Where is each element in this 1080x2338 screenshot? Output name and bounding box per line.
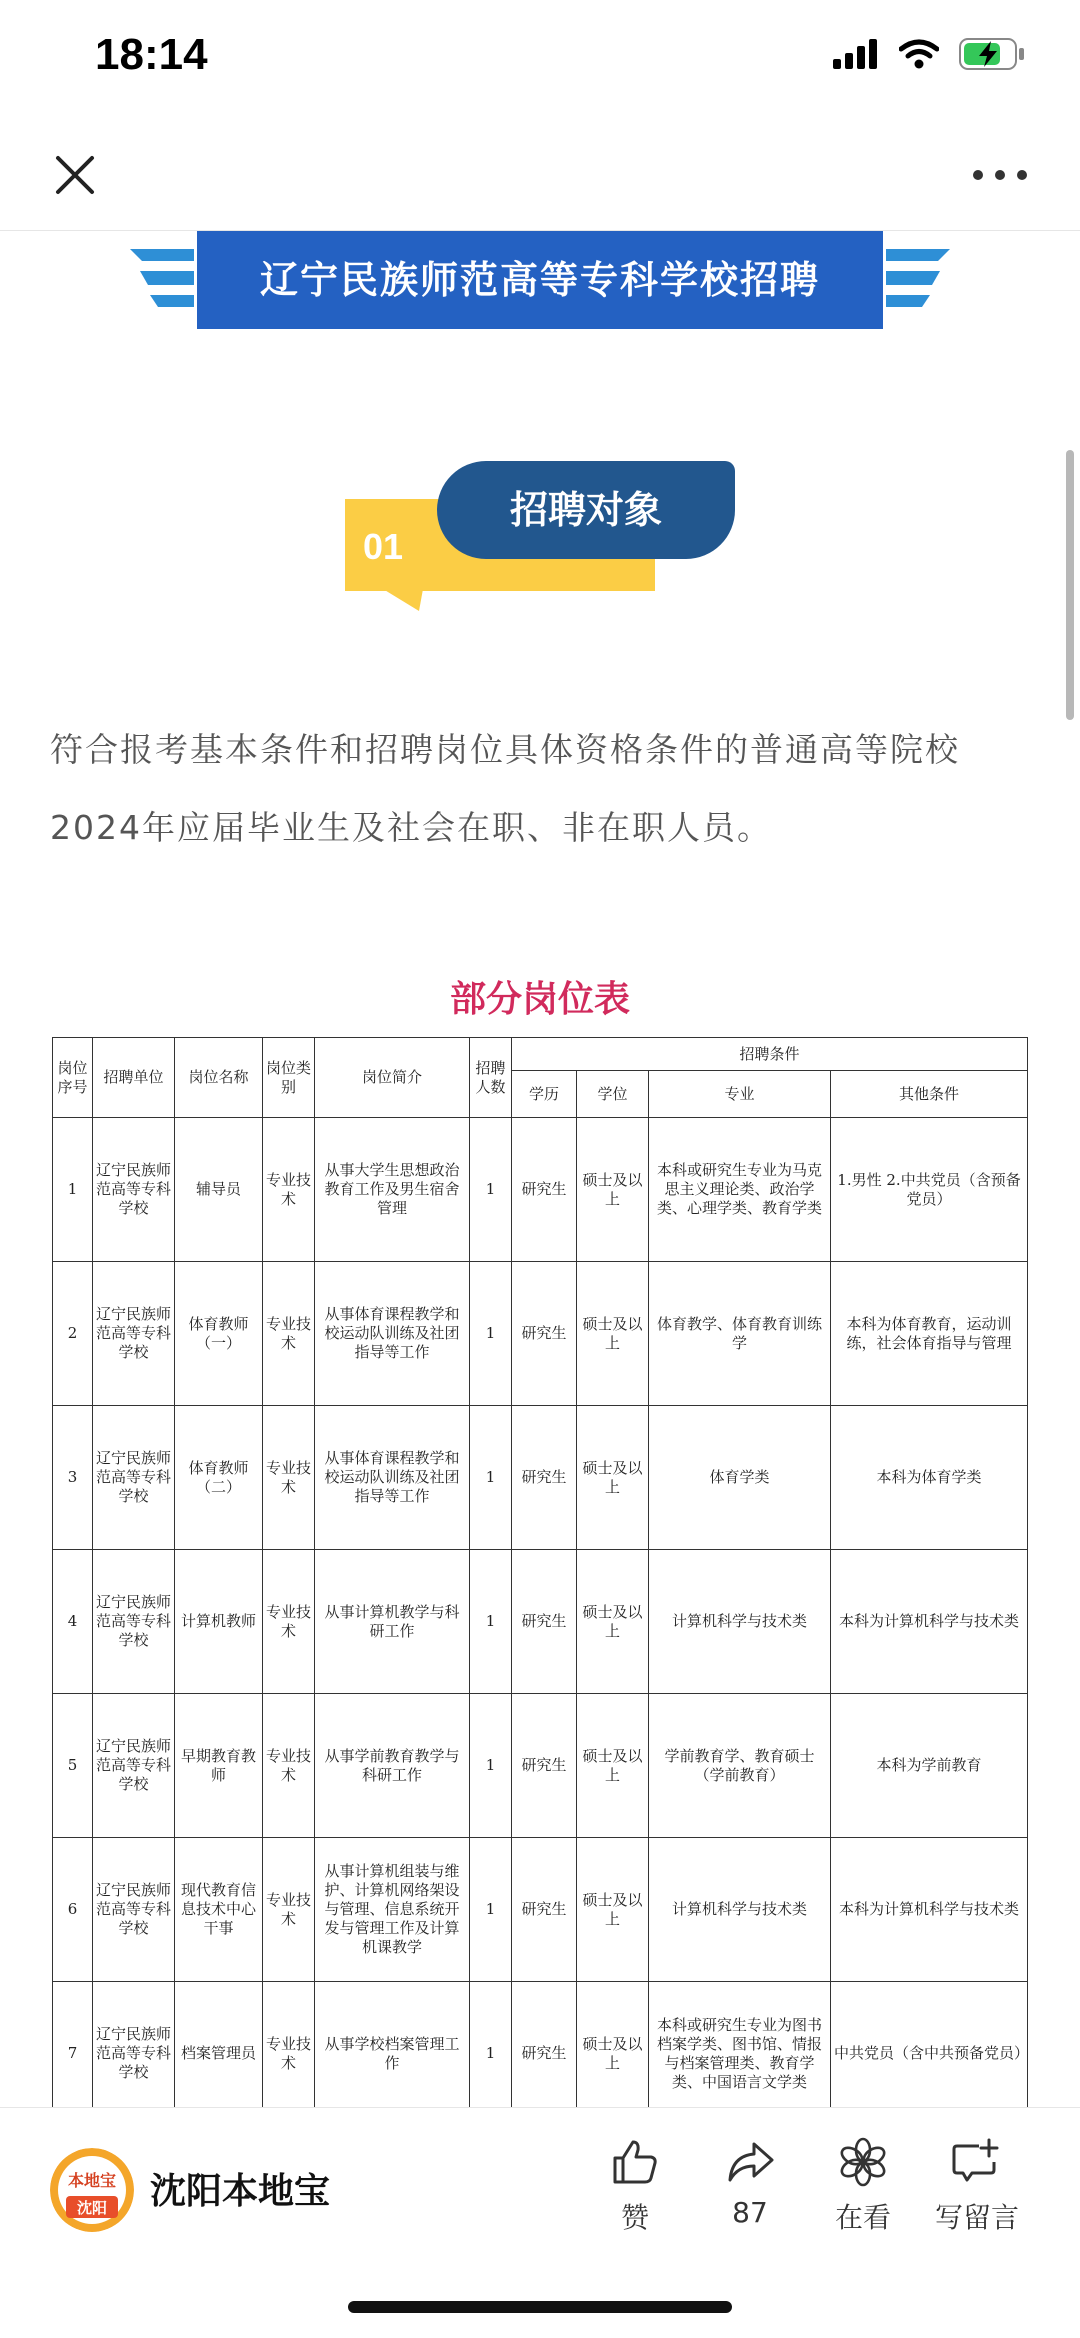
home-indicator[interactable] — [348, 2301, 732, 2313]
cell-intro: 从事学校档案管理工作 — [315, 1982, 470, 2108]
cell-seq: 3 — [53, 1406, 93, 1550]
position-table-wrapper — [52, 1037, 1030, 2107]
cell-other: 本科为计算机科学与技术类 — [831, 1550, 1028, 1694]
cell-education: 研究生 — [512, 1118, 577, 1262]
header-other: 其他条件 — [831, 1071, 1028, 1118]
cell-seq: 2 — [53, 1262, 93, 1406]
section-badge — [345, 461, 745, 641]
cell-count: 1 — [470, 1838, 512, 1982]
header-unit: 招聘单位 — [93, 1038, 175, 1118]
title-banner — [130, 231, 950, 331]
cell-education: 研究生 — [512, 1694, 577, 1838]
watching-label: 在看 — [834, 2201, 891, 2234]
cell-seq: 1 — [53, 1118, 93, 1262]
cell-degree: 硕士及以上 — [577, 1406, 649, 1550]
header-position: 岗位名称 — [175, 1038, 263, 1118]
header-degree: 学位 — [577, 1071, 649, 1118]
cell-degree: 硕士及以上 — [577, 1262, 649, 1406]
status-icons — [833, 38, 1025, 70]
cell-seq: 4 — [53, 1550, 93, 1694]
cell-unit: 辽宁民族师范高等专科学校 — [93, 1982, 175, 2108]
header-conditions: 招聘条件 — [512, 1038, 1028, 1071]
cell-major: 本科或研究生专业为图书档案学类、图书馆、情报与档案管理类、教育学类、中国语言文学类 — [649, 1982, 831, 2108]
cell-degree: 硕士及以上 — [577, 1694, 649, 1838]
cell-intro: 从事学前教育教学与科研工作 — [315, 1694, 470, 1838]
cell-count: 1 — [470, 1406, 512, 1550]
cell-education: 研究生 — [512, 1406, 577, 1550]
like-button[interactable] — [580, 2136, 690, 2236]
intro-paragraph: 符合报考基本条件和招聘岗位具体资格条件的普通高等院校2024年应届毕业生及社会在职、非在职人员。 — [50, 730, 960, 847]
close-icon[interactable] — [50, 150, 100, 200]
cell-unit: 辽宁民族师范高等专科学校 — [93, 1838, 175, 1982]
article-content — [0, 231, 1080, 2107]
cell-count: 1 — [470, 1262, 512, 1406]
cell-degree: 硕士及以上 — [577, 1550, 649, 1694]
cell-count: 1 — [470, 1982, 512, 2108]
cell-intro: 从事计算机教学与科研工作 — [315, 1550, 470, 1694]
cell-category: 专业技术 — [263, 1262, 315, 1406]
cell-category: 专业技术 — [263, 1406, 315, 1550]
account-logo[interactable] — [50, 2148, 134, 2232]
share-arrow-icon — [724, 2136, 776, 2188]
cell-position: 体育教师（二） — [175, 1406, 263, 1550]
nav-bar — [0, 120, 1080, 231]
share-count: 87 — [732, 2196, 768, 2229]
table-row — [53, 1550, 1028, 1694]
cell-education: 研究生 — [512, 1550, 577, 1694]
cell-other: 本科为学前教育 — [831, 1694, 1028, 1838]
badge-tail-icon — [383, 589, 423, 611]
cell-unit: 辽宁民族师范高等专科学校 — [93, 1118, 175, 1262]
section-number: 01 — [363, 526, 404, 567]
like-label: 赞 — [620, 2201, 649, 2234]
cell-position: 计算机教师 — [175, 1550, 263, 1694]
more-options-icon[interactable] — [970, 165, 1030, 185]
cell-intro: 从事体育课程教学和校运动队训练及社团指导等工作 — [315, 1262, 470, 1406]
cell-education: 研究生 — [512, 1262, 577, 1406]
cell-other: 本科为体育学类 — [831, 1406, 1028, 1550]
table-row — [53, 1694, 1028, 1838]
header-intro: 岗位简介 — [315, 1038, 470, 1118]
cell-intro: 从事计算机组装与维护、计算机网络架设与管理、信息系统开发与管理工作及计算机课教学 — [315, 1838, 470, 1982]
cell-intro: 从事体育课程教学和校运动队训练及社团指导等工作 — [315, 1406, 470, 1550]
cell-seq: 7 — [53, 1982, 93, 2108]
wifi-icon — [899, 39, 939, 69]
header-category: 岗位类别 — [263, 1038, 315, 1118]
header-major: 专业 — [649, 1071, 831, 1118]
cell-category: 专业技术 — [263, 1694, 315, 1838]
table-row — [53, 1838, 1028, 1982]
table-row — [53, 1982, 1028, 2108]
cell-category: 专业技术 — [263, 1982, 315, 2108]
watching-button[interactable] — [808, 2136, 918, 2236]
cell-category: 专业技术 — [263, 1118, 315, 1262]
cell-position: 早期教育教师 — [175, 1694, 263, 1838]
cell-education: 研究生 — [512, 1838, 577, 1982]
table-title: 部分岗位表 — [449, 979, 630, 1020]
cell-major: 学前教育学、教育硕士（学前教育） — [649, 1694, 831, 1838]
cell-other: 1.男性 2.中共党员（含预备党员） — [831, 1118, 1028, 1262]
flower-icon — [837, 2136, 889, 2188]
cell-major: 计算机科学与技术类 — [649, 1838, 831, 1982]
comment-add-icon — [949, 2136, 1005, 2188]
cell-education: 研究生 — [512, 1982, 577, 2108]
table-row — [53, 1118, 1028, 1262]
cell-unit: 辽宁民族师范高等专科学校 — [93, 1262, 175, 1406]
battery-charging-icon — [959, 38, 1025, 70]
banner-stripes-left-icon — [130, 241, 200, 321]
status-bar — [0, 0, 1080, 120]
comment-button[interactable] — [922, 2136, 1032, 2236]
cell-degree: 硕士及以上 — [577, 1118, 649, 1262]
cell-category: 专业技术 — [263, 1838, 315, 1982]
cell-other: 本科为体育教育，运动训练，社会体育指导与管理 — [831, 1262, 1028, 1406]
cell-count: 1 — [470, 1118, 512, 1262]
cell-count: 1 — [470, 1694, 512, 1838]
cell-count: 1 — [470, 1550, 512, 1694]
banner-stripes-right-icon — [880, 241, 950, 321]
cell-other: 本科为计算机科学与技术类 — [831, 1838, 1028, 1982]
cell-degree: 硕士及以上 — [577, 1982, 649, 2108]
cell-intro: 从事大学生思想政治教育工作及男生宿舍管理 — [315, 1118, 470, 1262]
table-row — [53, 1262, 1028, 1406]
logo-text-bottom: 沈阳 — [76, 2199, 108, 2217]
cell-major: 体育教学、体育教育训练学 — [649, 1262, 831, 1406]
cell-unit: 辽宁民族师范高等专科学校 — [93, 1406, 175, 1550]
cellular-signal-icon — [833, 39, 879, 69]
section-label: 招聘对象 — [437, 461, 735, 559]
cell-unit: 辽宁民族师范高等专科学校 — [93, 1550, 175, 1694]
cell-seq: 5 — [53, 1694, 93, 1838]
cell-position: 辅导员 — [175, 1118, 263, 1262]
comment-label: 写留言 — [934, 2201, 1019, 2234]
cell-other: 中共党员（含中共预备党员） — [831, 1982, 1028, 2108]
cell-position: 档案管理员 — [175, 1982, 263, 2108]
bottom-bar — [0, 2107, 1080, 2338]
status-time: 18:14 — [95, 30, 208, 79]
cell-position: 体育教师（一） — [175, 1262, 263, 1406]
table-row — [53, 1406, 1028, 1550]
banner-title: 辽宁民族师范高等专科学校招聘 — [197, 231, 883, 329]
cell-major: 本科或研究生专业为马克思主义理论类、政治学类、心理学类、教育学类 — [649, 1118, 831, 1262]
cell-major: 体育学类 — [649, 1406, 831, 1550]
share-button[interactable] — [695, 2136, 805, 2229]
cell-major: 计算机科学与技术类 — [649, 1550, 831, 1694]
cell-unit: 辽宁民族师范高等专科学校 — [93, 1694, 175, 1838]
cell-category: 专业技术 — [263, 1550, 315, 1694]
thumbs-up-icon — [609, 2136, 661, 2188]
cell-position: 现代教育信息技术中心干事 — [175, 1838, 263, 1982]
logo-text-top: 本地宝 — [67, 2171, 117, 2190]
header-seq: 岗位序号 — [53, 1038, 93, 1118]
position-table — [52, 1037, 1028, 2107]
scrollbar[interactable] — [1066, 450, 1074, 720]
cell-degree: 硕士及以上 — [577, 1838, 649, 1982]
header-education: 学历 — [512, 1071, 577, 1118]
header-count: 招聘人数 — [470, 1038, 512, 1118]
account-name[interactable]: 沈阳本地宝 — [150, 2171, 331, 2212]
cell-seq: 6 — [53, 1838, 93, 1982]
